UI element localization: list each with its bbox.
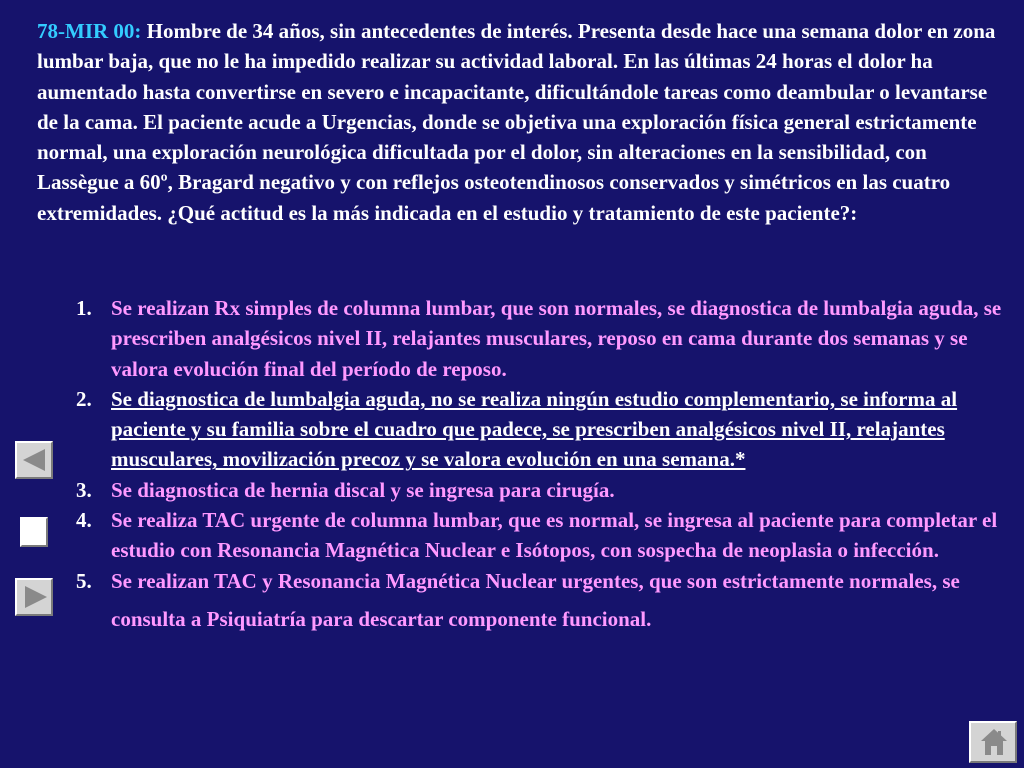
next-slide-button[interactable] xyxy=(15,578,53,616)
previous-slide-button[interactable] xyxy=(15,441,53,479)
answer-text: Se realiza TAC urgente de columna lumbar, que es normal, se ingresa al paciente para completar el estudio con Resonancia Magnética Nuclear e Isótopos, con sospecha de neoplasia o infección. xyxy=(111,508,998,563)
answer-text-tail: funcional. xyxy=(562,606,652,631)
triangle-left-icon xyxy=(23,449,45,471)
answer-text: Se diagnostica de hernia discal y se ingresa para cirugía. xyxy=(111,477,615,502)
answer-option-2[interactable] xyxy=(76,384,1006,475)
question-id: 78-MIR 00: xyxy=(37,19,142,43)
triangle-right-icon xyxy=(25,586,47,608)
answer-number: 3. xyxy=(76,477,92,502)
stop-button[interactable] xyxy=(20,517,48,547)
answer-number: 1. xyxy=(76,296,92,320)
question-text: Hombre de 34 años, sin antecedentes de interés. Presenta desde hace una semana dolor en zona lumbar baja, que no le ha impedido realizar su actividad laboral. En las últimas 24 horas el dolor ha aumentado hasta convertirse en severo e incapacitante, dificultándole tareas como deambular o levantarse de la cama. El paciente acude a Urgencias, donde se objetiva una exploración física general estrictamente normal, una exploración neurológica dificultada por el dolor, sin alteraciones en la sensibilidad, con Lassègue a 60º, Bragard negativo y con reflejos osteotendinosos conservados y simétricos en las cuatro extremidades. ¿Qué actitud es la más indicada en el estudio y tratamiento de este paciente?: xyxy=(37,19,996,225)
answer-option-1[interactable] xyxy=(76,293,1006,384)
answer-option-3[interactable] xyxy=(76,475,1006,505)
question-stem xyxy=(37,16,1007,228)
answer-text: Se realizan TAC y Resonancia Magnética Nuclear urgentes, que son estrictamente normales, se consulta a Psiquiatría para descartar componente xyxy=(111,568,960,631)
answer-number: 2. xyxy=(76,386,92,411)
answer-option-5[interactable] xyxy=(76,566,1006,635)
answer-list xyxy=(76,293,1006,634)
answer-number: 5. xyxy=(76,568,92,593)
answer-text: Se realizan Rx simples de columna lumbar, que son normales, se diagnostica de lumbalgia aguda, se prescriben analgésicos nivel II, relajantes musculares, reposo en cama durante dos semanas y se valora evolución final del período de reposo. xyxy=(111,296,1002,381)
answer-number: 4. xyxy=(76,508,92,533)
home-icon xyxy=(980,727,1008,757)
answer-text: Se diagnostica de lumbalgia aguda, no se realiza ningún estudio complementario, se informa al paciente y su familia sobre el cuadro que padece, se prescriben analgésicos nivel II, relajantes musculares, movilización precoz y se valora evolución en una semana.* xyxy=(111,386,958,472)
home-button[interactable] xyxy=(969,721,1017,763)
answer-option-4[interactable] xyxy=(76,505,1006,566)
